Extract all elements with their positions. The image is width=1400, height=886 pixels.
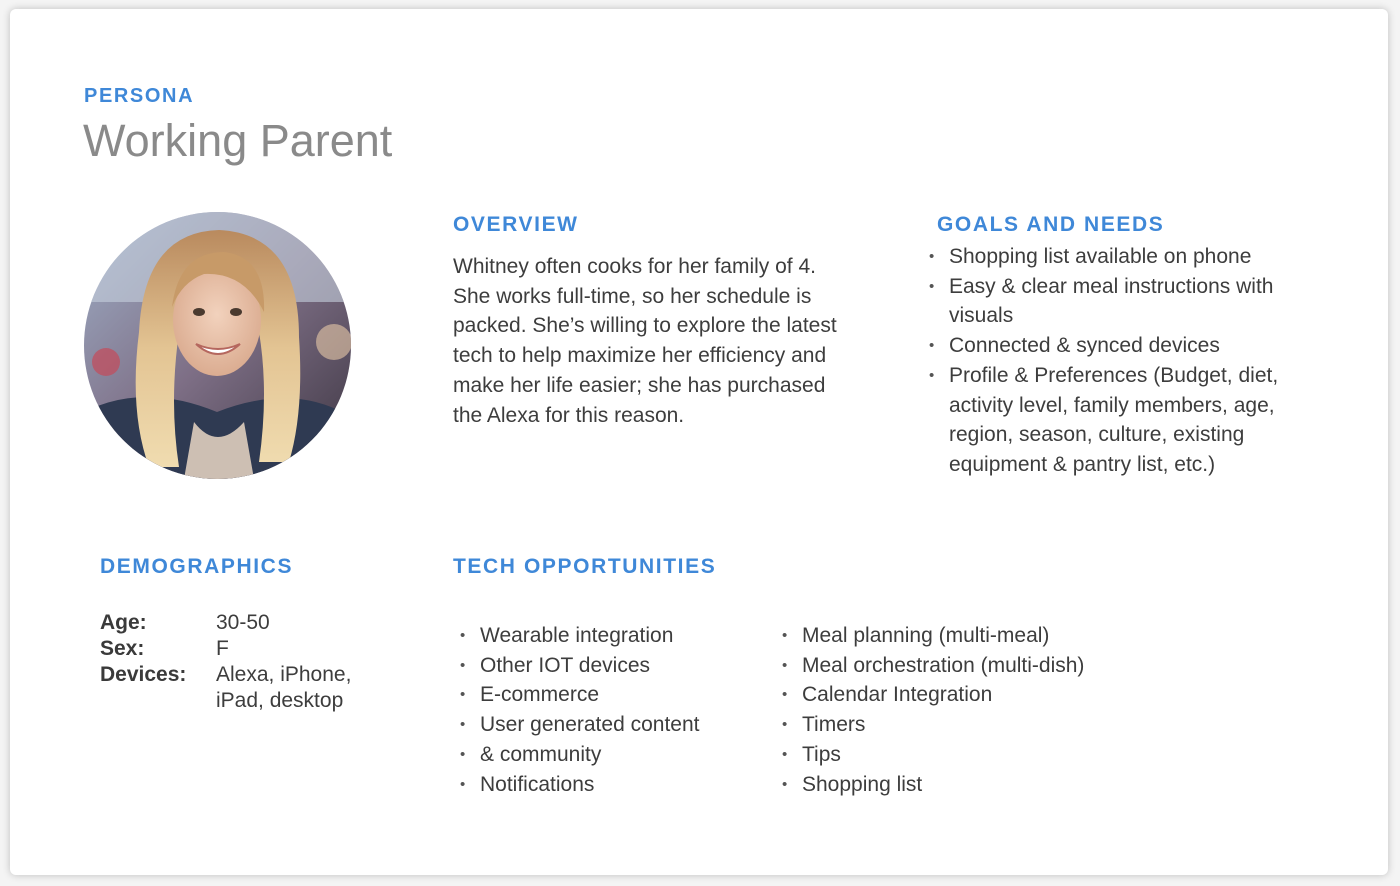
list-item: • & community [460,740,760,770]
tech-list-col1 [460,621,760,799]
bullet-icon: • [782,627,788,644]
list-item: • Notifications [460,770,760,800]
goals-heading: GOALS AND NEEDS [937,213,1165,236]
list-item: • Connected & synced devices [929,331,1324,361]
bullet-icon: • [782,745,788,763]
demographics-row-devices [100,662,386,714]
demographics-value: F [216,637,229,660]
bullet-icon: • [460,716,466,734]
bullet-icon: • [929,248,935,265]
list-item: • Calendar Integration [782,680,1162,710]
list-item: • Shopping list available on phone [929,242,1324,272]
list-item: • Wearable integration [460,621,760,651]
page-title: Working Parent [83,115,393,166]
bullet-icon: • [929,277,935,295]
demographics-value: 30-50 [216,611,270,634]
bullet-icon: • [460,627,466,644]
demographics-row-sex [100,636,386,662]
demographics-key: Age: [100,611,147,634]
bullet-icon: • [460,686,466,704]
demographics-value: Alexa, iPhone, iPad, desktop [216,663,352,712]
goals-list [929,242,1324,480]
persona-avatar [84,212,351,479]
demographics-key: Sex: [100,637,145,660]
list-item: • Meal planning (multi-meal) [782,621,1162,651]
tech-list-col2 [782,621,1162,799]
bullet-icon: • [782,686,788,704]
bullet-icon: • [460,775,466,793]
demographics-table [100,610,386,714]
list-item: • Tips [782,740,1162,770]
list-item: • Meal orchestration (multi-dish) [782,651,1162,681]
bullet-icon: • [929,366,935,384]
bullet-icon: • [460,656,466,674]
overview-heading: OVERVIEW [453,213,579,236]
demographics-key: Devices: [100,663,187,686]
list-item: • Profile & Preferences (Budget, diet, activity level, family members, age, region, season, culture, existing equipment & pantry list, etc.) [929,361,1324,480]
bullet-icon: • [782,656,788,674]
bullet-icon: • [460,745,466,763]
overview-text: Whitney often cooks for her family of 4. She works full-time, so her schedule is packed. She’s willing to explore the latest tech to help maximize her efficiency and make her life easier; she has purchased the Alexa for this reason. [453,255,837,427]
list-item: • E-commerce [460,680,760,710]
tech-heading: TECH OPPORTUNITIES [453,555,717,578]
demographics-row-age [100,610,386,636]
demographics-heading: DEMOGRAPHICS [100,555,294,578]
persona-photo-icon [84,212,351,479]
list-item: • Shopping list [782,770,1162,800]
bullet-icon: • [929,337,935,355]
bullet-icon: • [782,775,788,793]
list-item: • Other IOT devices [460,651,760,681]
list-item: • User generated content [460,710,760,740]
persona-eyebrow: PERSONA [84,85,195,107]
list-item: • Timers [782,710,1162,740]
bullet-icon: • [782,716,788,734]
list-item: • Easy & clear meal instructions with visuals [929,272,1324,331]
